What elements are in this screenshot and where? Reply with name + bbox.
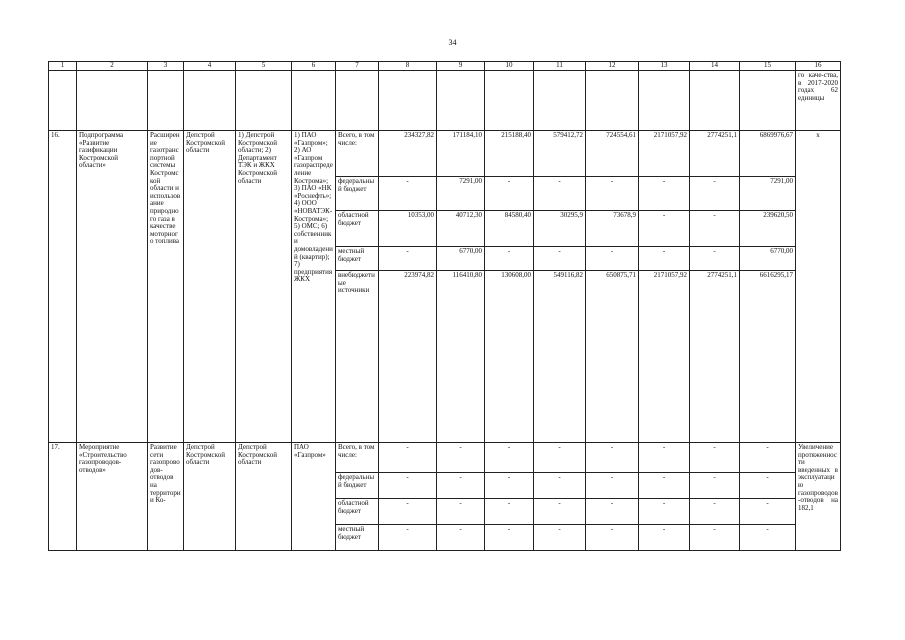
value-cell: - — [379, 525, 437, 551]
value-cell: 579412,72 — [534, 131, 586, 177]
value-cell: - — [639, 525, 690, 551]
value-cell: - — [639, 211, 690, 247]
value-cell: 549116,82 — [534, 271, 586, 443]
value-cell: - — [437, 499, 485, 525]
row-indicator: x — [796, 131, 841, 443]
column-number: 2 — [77, 62, 148, 71]
value-cell: - — [379, 443, 437, 473]
value-cell: - — [379, 247, 437, 271]
value-cell: - — [690, 247, 740, 271]
value-cell: 6869976,67 — [740, 131, 796, 177]
value-cell: 130608,00 — [485, 271, 534, 443]
value-cell: - — [586, 473, 639, 499]
column-number: 3 — [148, 62, 184, 71]
row-name: Мероприятие «Строительство газопроводов-отводов» — [77, 443, 148, 551]
value-cell: - — [437, 443, 485, 473]
source-label: областной бюджет — [336, 211, 379, 247]
value-cell: - — [690, 177, 740, 211]
column-number: 10 — [485, 62, 534, 71]
column-number: 11 — [534, 62, 586, 71]
value-cell: 7291,00 — [437, 177, 485, 211]
value-cell: - — [639, 177, 690, 211]
value-cell: - — [586, 525, 639, 551]
continuation-row — [49, 71, 841, 131]
row-number: 17. — [49, 443, 77, 551]
source-label: местный бюджет — [336, 525, 379, 551]
continuation-indicator: го каче-ства, в 2017-2020 годах 62 единицы — [796, 71, 841, 131]
value-cell: - — [437, 473, 485, 499]
column-number: 16 — [796, 62, 841, 71]
value-cell: 724554,61 — [586, 131, 639, 177]
value-cell: 2171057,92 — [639, 131, 690, 177]
value-cell: - — [379, 473, 437, 499]
value-cell: - — [586, 499, 639, 525]
column-number: 13 — [639, 62, 690, 71]
value-cell: - — [485, 177, 534, 211]
row-goal: Развитие сети газопроводов-отводов на территории Ко- — [148, 443, 184, 551]
page-number: 34 — [448, 38, 457, 47]
value-cell: - — [485, 473, 534, 499]
value-cell: 2171057,92 — [639, 271, 690, 443]
value-cell: 650875,71 — [586, 271, 639, 443]
value-cell: - — [534, 177, 586, 211]
value-cell: 84580,40 — [485, 211, 534, 247]
row-goal: Расширение газотранспортной системы Костромской области и использование природного газа в качестве моторного топлива — [148, 131, 184, 443]
row-number: 16. — [49, 131, 77, 443]
column-number: 14 — [690, 62, 740, 71]
source-label: местный бюджет — [336, 247, 379, 271]
value-cell: 10353,00 — [379, 211, 437, 247]
column-number: 8 — [379, 62, 437, 71]
value-cell: 234327,82 — [379, 131, 437, 177]
row-executor: Депстрой Костромской области — [236, 443, 292, 551]
value-cell: - — [534, 247, 586, 271]
value-cell: 239620,50 — [740, 211, 796, 247]
value-cell: - — [639, 247, 690, 271]
row-indicator: Увеличение протяженности введенных в эксплуатацию газопроводов-отводов на 182,1 — [796, 443, 841, 551]
value-cell: - — [639, 473, 690, 499]
value-cell: - — [534, 499, 586, 525]
value-cell: 6770,00 — [437, 247, 485, 271]
value-cell: 215188,40 — [485, 131, 534, 177]
column-number: 5 — [236, 62, 292, 71]
value-cell: 223974,82 — [379, 271, 437, 443]
source-label: Всего, в том числе: — [336, 131, 379, 177]
value-cell: - — [485, 525, 534, 551]
value-cell: - — [740, 499, 796, 525]
value-cell: 6770,00 — [740, 247, 796, 271]
column-number: 4 — [184, 62, 236, 71]
column-number: 7 — [336, 62, 379, 71]
program-table — [48, 61, 841, 551]
value-cell: - — [690, 473, 740, 499]
value-cell: - — [690, 443, 740, 473]
source-label: федеральный бюджет — [336, 473, 379, 499]
column-number: 12 — [586, 62, 639, 71]
column-number: 9 — [437, 62, 485, 71]
value-cell: - — [639, 443, 690, 473]
source-label: Всего, в том числе: — [336, 443, 379, 473]
table-row-16 — [49, 131, 841, 177]
value-cell: - — [379, 499, 437, 525]
column-number: 6 — [292, 62, 336, 71]
column-number-row — [49, 62, 841, 71]
value-cell: - — [437, 525, 485, 551]
value-cell: - — [485, 247, 534, 271]
value-cell: - — [485, 443, 534, 473]
value-cell: - — [740, 525, 796, 551]
value-cell: - — [534, 473, 586, 499]
value-cell: 7291,00 — [740, 177, 796, 211]
value-cell: - — [485, 499, 534, 525]
value-cell: - — [586, 443, 639, 473]
value-cell: - — [586, 247, 639, 271]
table-row-17 — [49, 443, 841, 473]
value-cell: - — [639, 499, 690, 525]
value-cell: 73678,9 — [586, 211, 639, 247]
value-cell: 40712,30 — [437, 211, 485, 247]
value-cell: - — [690, 211, 740, 247]
value-cell: 30295,9 — [534, 211, 586, 247]
column-number: 1 — [49, 62, 77, 71]
value-cell: - — [690, 499, 740, 525]
value-cell: - — [690, 525, 740, 551]
value-cell: 2774251,1 — [690, 271, 740, 443]
source-label: областной бюджет — [336, 499, 379, 525]
value-cell: - — [740, 443, 796, 473]
column-number: 15 — [740, 62, 796, 71]
row-customer: Депстрой Костромской области — [184, 131, 236, 443]
value-cell: - — [586, 177, 639, 211]
value-cell: - — [534, 525, 586, 551]
value-cell: 2774251,1 — [690, 131, 740, 177]
value-cell: 6616295,17 — [740, 271, 796, 443]
value-cell: 171184,10 — [437, 131, 485, 177]
row-participants: 1) ПАО «Газпром»; 2) АО «Газпром газораспределение Кострома»; 3) ПАО «НК «Роснефть»; 4) ООО «НОВАТЭК-Кострома»; 5) ОМС; 6) собственники домовладений (квартир); 7) предприятия ЖКХ — [292, 131, 336, 443]
row-name: Подпрограмма «Развитие газификации Костромской области» — [77, 131, 148, 443]
row-participants: ПАО «Газпром» — [292, 443, 336, 551]
row-customer: Депстрой Костромской области — [184, 443, 236, 551]
row-executor: 1) Депстрой Костромской области; 2) Департамент ТЭК и ЖКХ Костромской области — [236, 131, 292, 443]
value-cell: 116410,80 — [437, 271, 485, 443]
value-cell: - — [534, 443, 586, 473]
source-label: федеральный бюджет — [336, 177, 379, 211]
source-label: внебюджетные источники — [336, 271, 379, 443]
value-cell: - — [379, 177, 437, 211]
value-cell: - — [740, 473, 796, 499]
